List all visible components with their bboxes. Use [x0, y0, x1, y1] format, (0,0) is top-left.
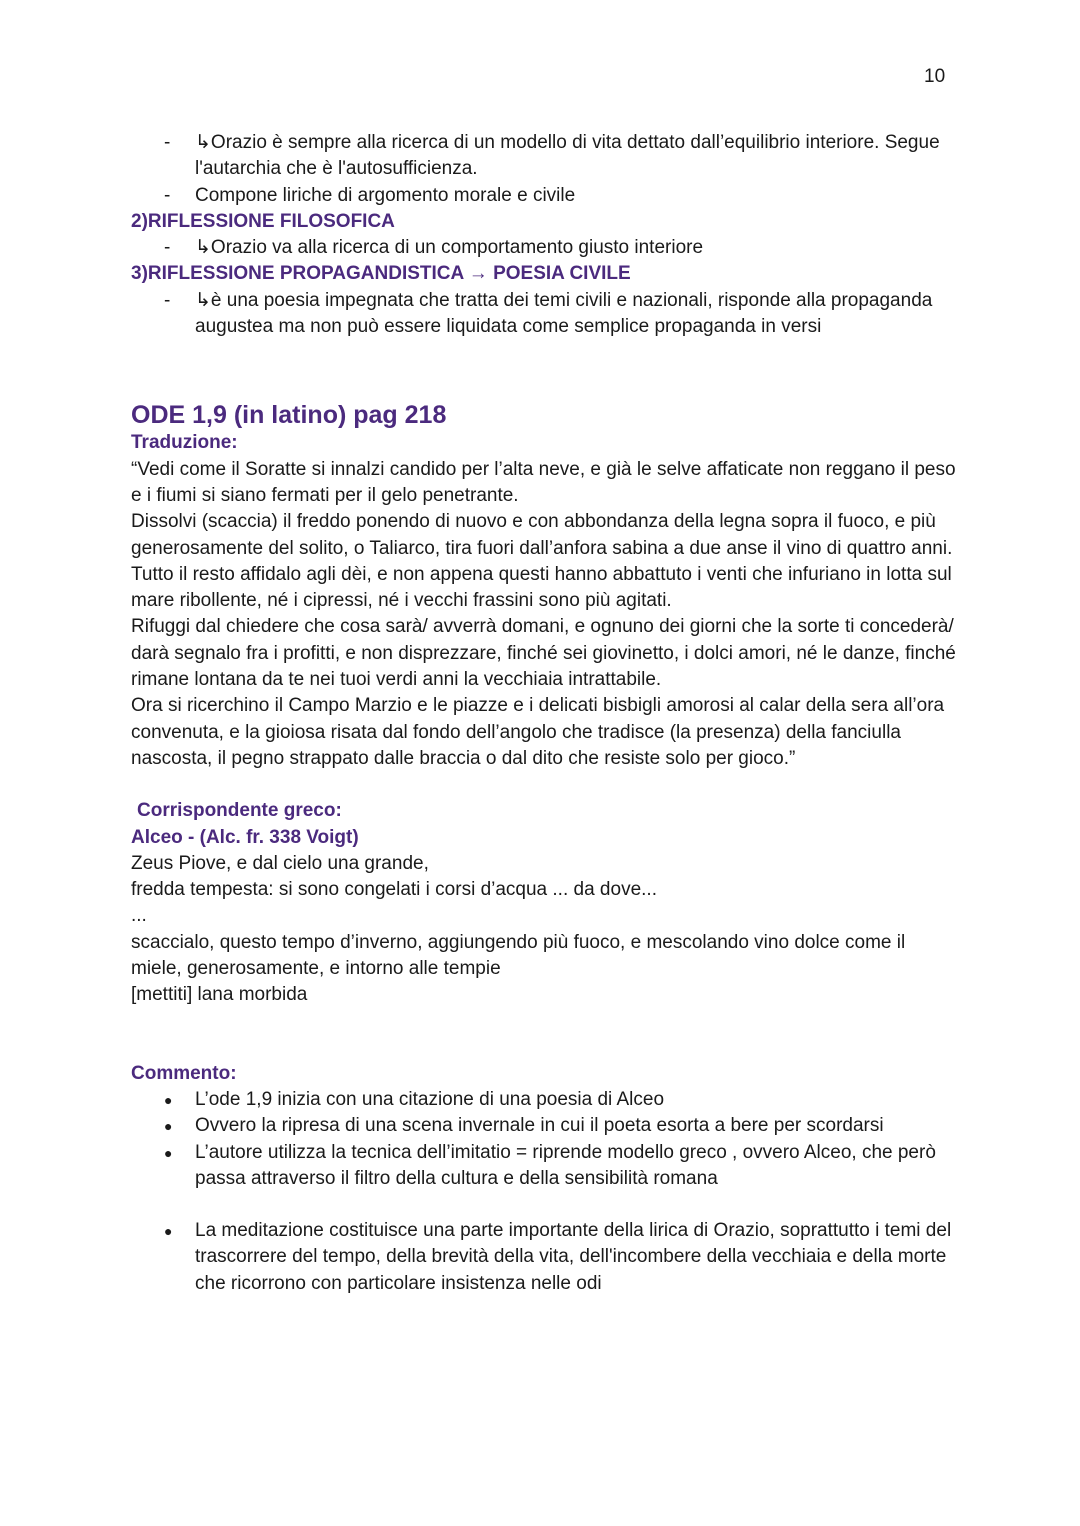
translation-paragraph: Dissolvi (scaccia) il freddo ponendo di nuovo e con abbondanza della legna sopra il fuoco, e più generosamente del solito, o Taliarco, tira fuori dall’anfora sabina a due anse il vino di quattro anni.	[131, 511, 953, 559]
list-item: ● L’ode 1,9 inizia con una citazione di una poesia di Alceo	[131, 1087, 961, 1113]
section3-dash-list	[131, 288, 961, 341]
comment-bullet-list	[131, 1087, 961, 1192]
comment-bullet-list-2	[131, 1218, 961, 1297]
list-item: ● Ovvero la ripresa di una scena invernale in cui il poeta esorta a bere per scordarsi	[131, 1113, 961, 1139]
alceo-line: ...	[131, 905, 147, 927]
alceo-line: [mettiti] lana morbida	[131, 984, 308, 1006]
greek-label: Corrispondente greco:	[137, 800, 342, 822]
translation-paragraph: Rifuggi dal chiedere che cosa sarà/ avverrà domani, e ognuno dei giorni che la sorte ti concederà/ darà segnalo fra i profitti, e non disprezzare, finché sei giovinetto, i dolci amori, né le danze, finché rimane lontana da te nei tuoi verdi anni la vecchiaia intrattabile.	[131, 616, 956, 691]
section2-dash-list	[131, 235, 961, 261]
list-item: - Compone liriche di argomento morale e civile	[131, 183, 961, 209]
section-heading-propagandistica: 3)RIFLESSIONE PROPAGANDISTICA → POESIA CIVILE	[131, 263, 631, 285]
translation-paragraph: “Vedi come il Soratte si innalzi candido per l’alta neve, e già le selve affaticate non reggano il peso e i fiumi si siano fermati per il gelo penetrante.	[131, 458, 956, 506]
page-number: 10	[924, 66, 946, 87]
comment-label: Commento:	[131, 1062, 237, 1084]
alceo-line: fredda tempesta: si sono congelati i corsi d’acqua ... da dove...	[131, 879, 657, 901]
translation-label: Traduzione:	[131, 432, 238, 454]
list-item: - ↳Orazio va alla ricerca di un comportamento giusto interiore	[131, 235, 961, 261]
list-item: - ↳Orazio è sempre alla ricerca di un modello di vita dettato dall’equilibrio interiore. Segue l'autarchia che è l'autosufficienza.	[131, 130, 961, 183]
alceo-line: Zeus Piove, e dal cielo una grande,	[131, 852, 429, 874]
top-dash-list	[131, 130, 961, 209]
alceo-line: scaccialo, questo tempo d’inverno, aggiungendo più fuoco, e mescolando vino dolce come il miele, generosamente, e intorno alle tempie	[131, 931, 906, 980]
list-item: ● L’autore utilizza la tecnica dell’imitatio = riprende modello greco , ovvero Alceo, che però passa attraverso il filtro della cultura e della sensibilità romana	[131, 1140, 961, 1193]
list-item: - ↳è una poesia impegnata che tratta dei temi civili e nazionali, risponde alla propaganda augustea ma non può essere liquidata come semplice propaganda in versi	[131, 288, 961, 341]
list-item: ● La meditazione costituisce una parte importante della lirica di Orazio, soprattutto i temi del trascorrere del tempo, della brevità della vita, dell'incombere della vecchiaia e della morte che ricorrono con particolare insistenza nelle odi	[131, 1218, 961, 1297]
alceo-label: Alceo - (Alc. fr. 338 Voigt)	[131, 826, 359, 848]
translation-paragraph: Tutto il resto affidalo agli dèi, e non appena questi hanno abbattuto i venti che infuriano in lotta sul mare ribollente, né i cipressi, né i vecchi frassini sono più agitati.	[131, 563, 952, 612]
ode-heading: ODE 1,9 (in latino) pag 218	[131, 401, 447, 430]
translation-paragraph: Ora si ricerchino il Campo Marzio e le piazze e i delicati bisbigli amorosi al calar della sera all’ora convenuta, e la gioiosa risata dal fondo dell’angolo che tradisce (la presenza) della fanciulla nascosta, il pegno strappato dalle braccia o dal dito che resiste solo per gioco.”	[131, 695, 945, 769]
section-heading-filosofica: 2)RIFLESSIONE FILOSOFICA	[131, 210, 395, 232]
page-content	[131, 130, 961, 1297]
